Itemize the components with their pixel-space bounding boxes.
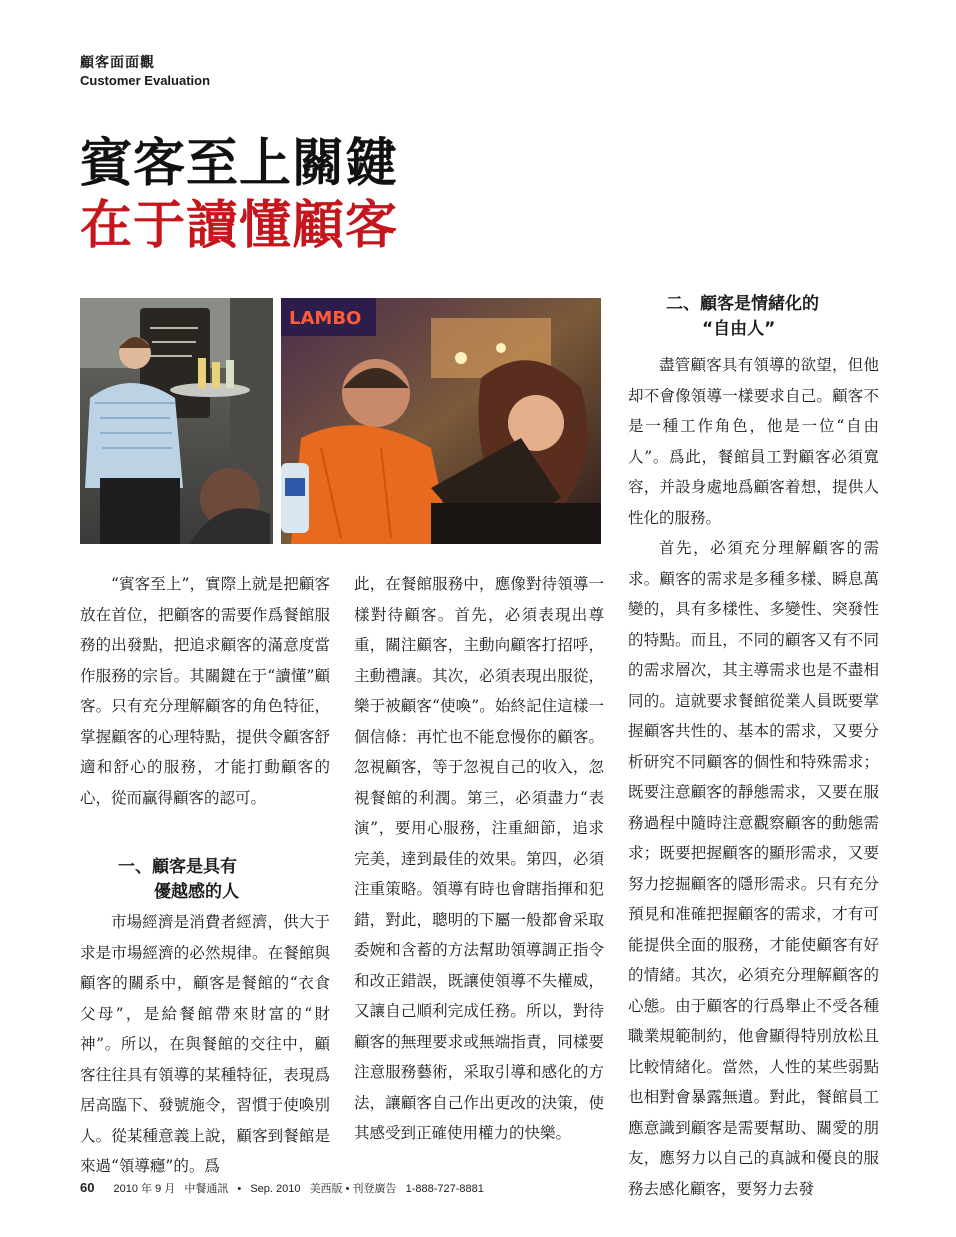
continued-paragraph: 此，在餐館服務中，應像對待領導一樣對待顧客。首先，必須表現出尊重，關注顧客，主動向顧客打招呼，主動禮讓。其次，必須表現出服從，樂于被顧客“使喚”。始終記住這樣一個信條：再忙也不能怠慢你的顧客。忽視顧客，等于忽視自己的收入，忽視餐館的利潤。第三，必須盡力“表演”，要用心服務，注重細節，追求完美，達到最佳的效果。第四，必須注重策略。領導有時也會瞎指揮和犯錯，對此，聰明的下屬一般都會采取委婉和含蓄的方法幫助領導調正指令和改正錯誤，既讓使領導不失權威，又讓自己順利完成任務。所以，對待顧客的無理要求或無端指責，同樣要注意服務藝術，采取引導和感化的方法，讓顧客自己作出更改的決策，使其感受到正確使用權力的快樂。 (354, 575, 604, 1142)
section-heading-1-line1: 一、顧客是具有 (118, 857, 237, 877)
article-title-line1: 賓客至上關鍵 (80, 133, 399, 194)
page-number: 60 (80, 1180, 95, 1195)
page-footer (80, 1180, 490, 1196)
lambo-sign-text: LAMBO (289, 308, 362, 329)
section-2-paragraph-1: 盡管顧客具有領導的欲望，但他却不會像領導一樣要求自己。顧客不是一種工作角色，他是一位“自由人”。爲此，餐館員工對顧客必須寬容，并設身處地爲顧客着想，提供人性化的服務。 (628, 356, 879, 527)
article-column-1 (80, 569, 330, 1182)
section-heading-1-line2: 優越感的人 (154, 882, 239, 902)
footer-date: 2010 年 9 月 (113, 1183, 176, 1195)
section-heading-2-line2: “自由人” (702, 319, 776, 339)
article-column-2 (354, 569, 604, 1149)
section-1-paragraph: 市場經濟是消費者經濟，供大于求是市場經濟的必然規律。在餐館與顧客的關系中，顧客是餐館的“衣食父母”，是給餐館帶來財富的“財神”。所以，在與餐館的交往中，顧客往往具有領導的某種特征，表現爲居高臨下、發號施令，習慣于使喚別人。從某種意義上說，顧客到餐館是來過“領導癮”的。爲 (80, 913, 330, 1175)
waiter-photo (80, 298, 273, 544)
intro-paragraph: “賓客至上”，實際上就是把顧客放在首位，把顧客的需要作爲餐館服務的出發點，把追求顧客的滿意度當作服務的宗旨。其關鍵在于“讀懂”顧客。只有充分理解顧客的角色特征，掌握顧客的心理特點，提供令顧客舒適和舒心的服務，才能打動顧客的心，從而贏得顧客的認可。 (80, 575, 330, 807)
section-heading-1 (80, 855, 330, 905)
section-label-zh: 顧客面面觀 (80, 55, 155, 71)
footer-date-en: Sep. 2010 (250, 1183, 301, 1195)
section-label-en: Customer Evaluation (80, 73, 211, 88)
section-2-paragraph-2: 首先，必須充分理解顧客的需求。顧客的需求是多種多樣、瞬息萬變的，具有多樣性、多變性、突發性的特點。而且，不同的顧客又有不同的需求層次，其主導需求也是不盡相同的。這就要求餐館從業人員既要掌握顧客共性的、基本的需求，又要分析研究不同顧客的個性和特殊需求；既要注意顧客的靜態需求，又要在服務過程中隨時注意觀察顧客的動態需求；既要把握顧客的顯形需求，又要努力挖掘顧客的隱形需求。只有充分預見和准確把握顧客的需求，才有可能提供全面的服務，才能使顧客有好的情緒。其次，必須充分理解顧客的心態。由于顧客的行爲舉止不受各種職業規範制約，他會顯得特別放松且比較情緒化。當然，人性的某些弱點也相對會暴露無遺。對此，餐館員工應意識到顧客是需要幫助、關愛的朋友，應努力以自己的真誠和優良的服務去感化顧客，要努力去發 (628, 539, 879, 1198)
footer-separator: • (237, 1183, 242, 1195)
article-column-3 (628, 292, 879, 1204)
diners-photo (281, 298, 601, 544)
footer-magazine: 中餐通訊 (184, 1183, 229, 1195)
footer-edition: 美西版 • 刊登廣告 (309, 1183, 397, 1195)
section-heading-2 (628, 292, 879, 342)
article-title-line2: 在于讀懂顧客 (80, 195, 399, 256)
footer-phone: 1-888-727-8881 (405, 1183, 484, 1195)
section-heading-2-line1: 二、顧客是情緒化的 (666, 294, 819, 314)
